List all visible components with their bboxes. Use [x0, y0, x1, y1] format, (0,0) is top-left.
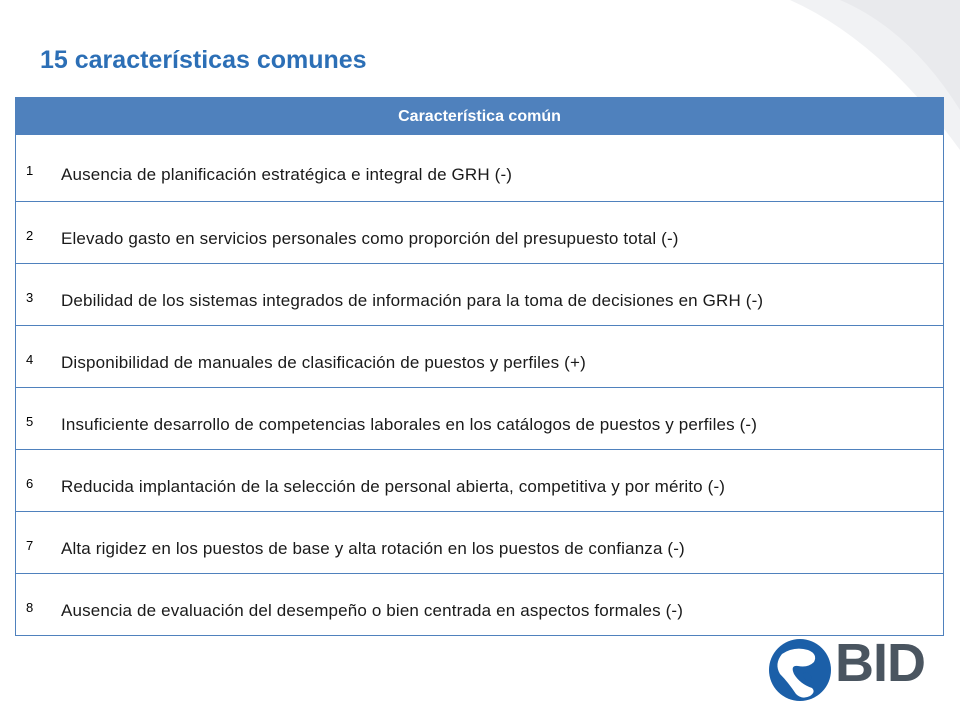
table-row	[16, 511, 943, 573]
table-row	[16, 449, 943, 511]
table-row	[16, 573, 943, 635]
row-text: Elevado gasto en servicios personales como proporción del presupuesto total (-)	[61, 229, 679, 248]
row-number: 4	[26, 352, 34, 367]
table-row	[16, 263, 943, 325]
row-text: Debilidad de los sistemas integrados de información para la toma de decisiones en GRH (-)	[61, 291, 764, 310]
row-text: Insuficiente desarrollo de competencias laborales en los catálogos de puestos y perfiles (-)	[61, 415, 758, 434]
table-row	[16, 135, 943, 201]
characteristics-table	[15, 97, 944, 636]
row-text: Ausencia de planificación estratégica e integral de GRH (-)	[61, 165, 513, 184]
row-number: 8	[26, 600, 34, 615]
row-text: Reducida implantación de la selección de personal abierta, competitiva y por mérito (-)	[61, 477, 726, 496]
row-text: Ausencia de evaluación del desempeño o bien centrada en aspectos formales (-)	[61, 601, 684, 620]
row-number: 6	[26, 476, 34, 491]
row-text: Alta rigidez en los puestos de base y alta rotación en los puestos de confianza (-)	[61, 539, 685, 558]
table-row	[16, 325, 943, 387]
slide-title: 15 características comunes	[40, 46, 367, 74]
bid-logo-text: BID	[835, 633, 925, 693]
row-number: 5	[26, 414, 34, 429]
row-text: Disponibilidad de manuales de clasificación de puestos y perfiles (+)	[61, 353, 586, 372]
row-number: 7	[26, 538, 34, 553]
table-header: Característica común	[16, 98, 943, 135]
row-number: 3	[26, 290, 34, 305]
table-row	[16, 387, 943, 449]
row-number: 1	[26, 163, 34, 178]
row-number: 2	[26, 228, 34, 243]
table-row	[16, 201, 943, 263]
